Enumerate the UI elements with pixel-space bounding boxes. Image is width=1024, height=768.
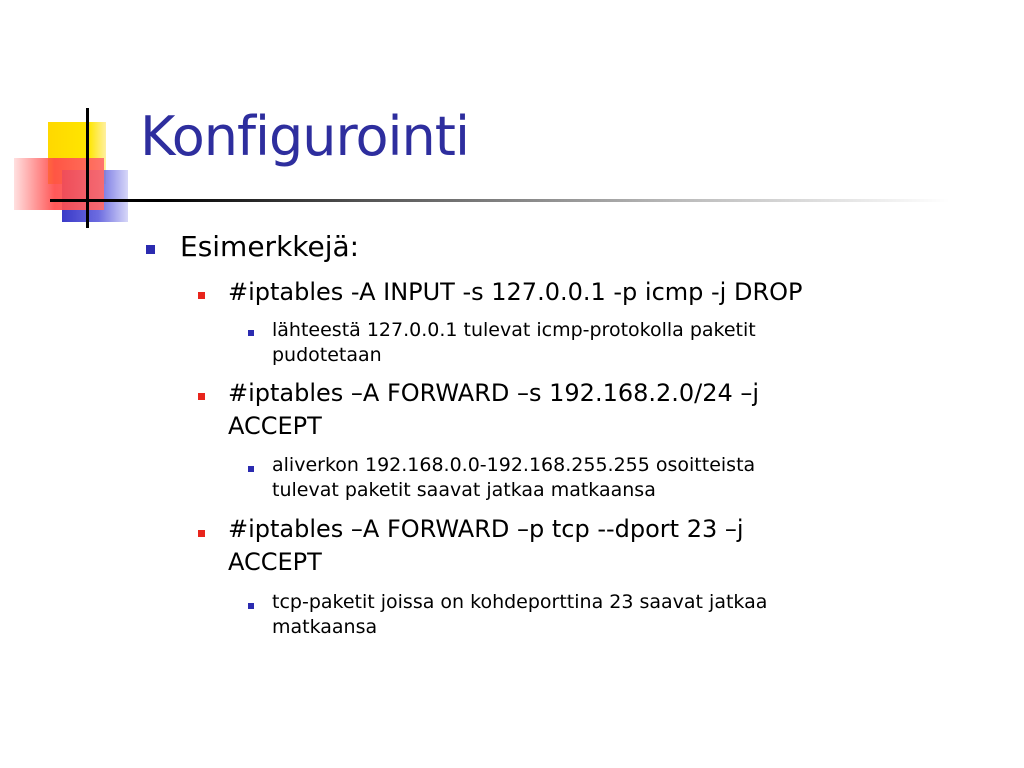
- level1-bullet-icon: [146, 245, 155, 254]
- rule-text: #iptables –A FORWARD –s 192.168.2.0/24 –j ACCEPT: [228, 379, 760, 440]
- level2-bullet-icon: [198, 530, 205, 537]
- level2-bullet-icon: [198, 393, 205, 400]
- rule-note-text: lähteestä 127.0.0.1 tulevat icmp-protokolla paketit pudotetaan: [272, 319, 756, 366]
- rule-note-text: tcp-paketit joissa on kohdeporttina 23 saavat jatkaa matkaansa: [272, 591, 768, 638]
- level3-bullet-icon: [248, 466, 254, 472]
- rule-note-text: aliverkon 192.168.0.0-192.168.255.255 osoitteista tulevat paketit saavat jatkaa matkaansa: [272, 454, 756, 501]
- level2-bullet-icon: [198, 292, 205, 299]
- level3-bullet-icon: [248, 603, 254, 609]
- rule-text: #iptables –A FORWARD –p tcp --dport 23 –j ACCEPT: [228, 515, 744, 576]
- level3-bullet-icon: [248, 330, 254, 336]
- slide-title: Konfigurointi: [140, 105, 469, 168]
- level1-text: Esimerkkejä:: [180, 230, 360, 263]
- rule-text: #iptables -A INPUT -s 127.0.0.1 -p icmp -j DROP: [228, 278, 803, 306]
